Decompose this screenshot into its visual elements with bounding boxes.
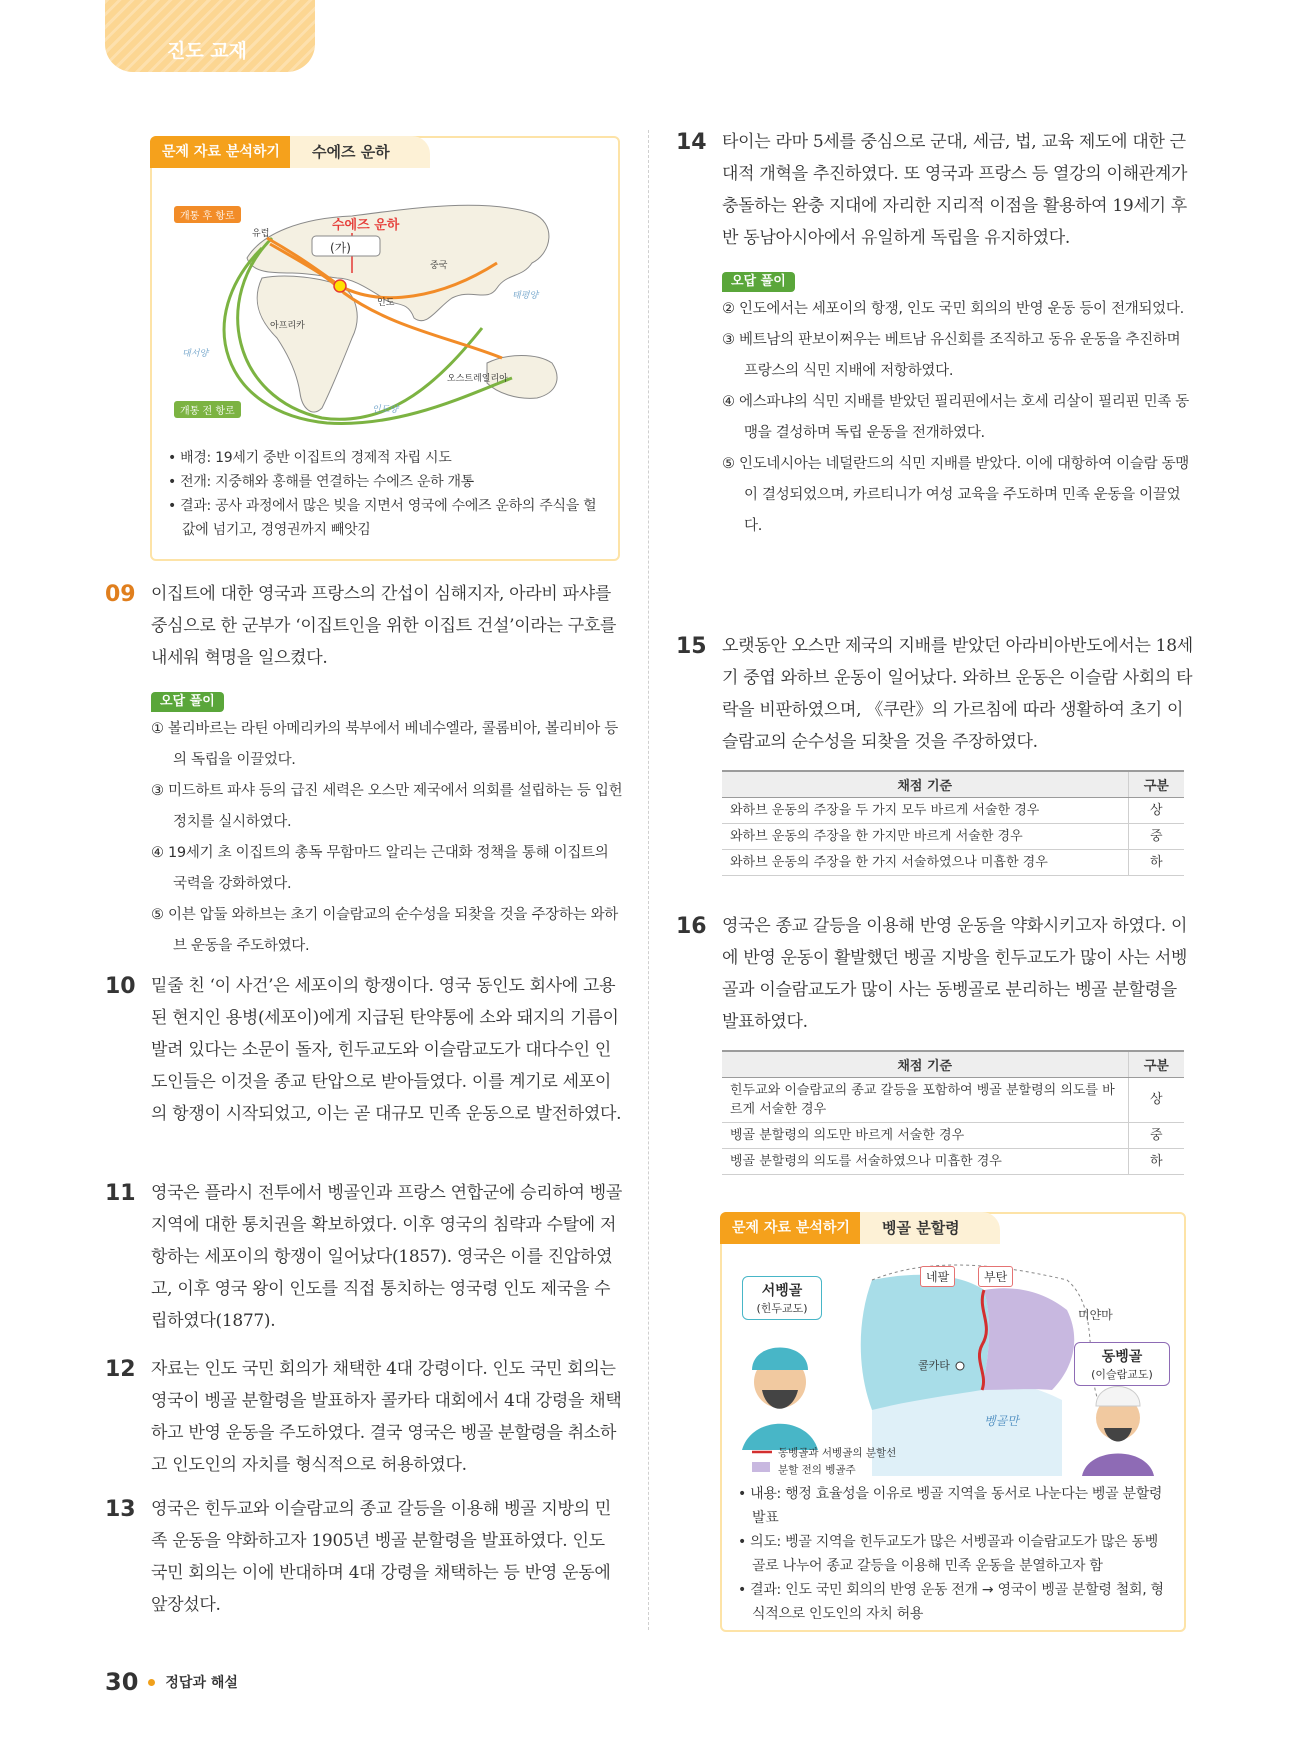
question-number: 11 [105, 1181, 136, 1206]
question-13 [105, 1493, 625, 1621]
map-nepal-label: 네팔 [920, 1266, 955, 1287]
wrong-answer-item: ② 인도에서는 세포이의 항쟁, 인도 국민 회의의 반영 운동 등이 전개되었다. [722, 301, 1184, 317]
footer-title: 정답과 해설 [165, 1675, 238, 1691]
question-number: 16 [676, 914, 707, 939]
answer-text: 자료는 인도 국민 회의가 채택한 4대 강령이다. 인도 국민 회의는 영국이 벵골 분할령을 발표하자 콜카타 대회에서 4대 강령을 채택하고 반영 운동을 주도하였다. 결국 영국은 벵골 분할령을 취소하고 인도인의 자치를 형식적으로 허용하였다. [151, 1359, 622, 1475]
answer-text: 영국은 힌두교와 이슬람교의 종교 갈등을 이용해 벵골 지방의 민족 운동을 약화하고자 1905년 벵골 분할령을 발표하였다. 인도 국민 회의는 이에 반대하며 4대 강령을 채택하는 등 반영 운동에 앞장섰다. [151, 1499, 612, 1615]
bengal-bullet: • 의도: 벵골 지역을 힌두교도가 많은 서벵골과 이슬람교도가 많은 동벵골로 나누어 종교 갈등을 이용해 민족 운동을 분열하고자 함 [738, 1534, 1158, 1574]
question-number: 12 [105, 1357, 136, 1382]
map-suez-label: 수에즈 운하 [332, 218, 400, 233]
answer-text: 영국은 종교 갈등을 이용해 반영 운동을 약화시키고자 하였다. 이에 반영 운동이 활발했던 벵골 지방을 힌두교도가 많이 사는 서벵골과 이슬람교도가 많이 사는 동벵골로 분리하는 벵골 분할령을 발표하였다. [722, 916, 1188, 1032]
map-west-label: 서벵골 (힌두교도) [742, 1276, 822, 1320]
bengal-box-label: 문제 자료 분석하기 [720, 1212, 862, 1244]
map-myanmar-label: 미얀마 [1078, 1308, 1113, 1322]
map-bay-label: 벵골만 [984, 1414, 1019, 1428]
answer-text: 타이는 라마 5세를 중심으로 군대, 세금, 법, 교육 제도에 대한 근대적 개혁을 추진하였다. 또 영국과 프랑스 등 열강의 이해관계가 충돌하는 완충 지대에 자리한 지리적 이점을 활용하여 19세기 후반 동남아시아에서 유일하게 독립을 유지하였다. [722, 132, 1188, 248]
suez-analysis-box [150, 136, 620, 561]
bengal-box-title: 벵골 분할령 [860, 1212, 1000, 1244]
wrong-answer-item: ③ 베트남의 판보이쩌우는 베트남 유신회를 조직하고 동유 운동을 추진하며 프랑스의 식민 지배에 저항하였다. [722, 332, 1181, 379]
table-row: 벵골 분할령의 의도만 바르게 서술한 경우 중 [722, 1122, 1184, 1148]
wrong-answer-list [151, 714, 625, 962]
table-header: 채점 기준 [722, 771, 1128, 797]
map-east-label: 동벵골 (이슬람교도) [1074, 1342, 1170, 1386]
question-16 [676, 910, 1196, 1038]
wrong-answer-item: ④ 19세기 초 이집트의 총독 무함마드 알리는 근대화 정책을 통해 이집트의 국력을 강화하였다. [151, 845, 609, 892]
map-india-label: 인도 [377, 298, 395, 308]
page-footer [105, 1668, 238, 1696]
answer-text: 영국은 플라시 전투에서 벵골인과 프랑스 연합군에 승리하여 벵골 지역에 대한 통치권을 확보하였다. 이후 영국의 침략과 수탈에 저항하는 세포이의 항쟁이 일어났다(1857). 영국은 이를 진압하였고, 이후 영국 왕이 인도를 직접 통치하는 영국령 인도 제국을 수립하였다(1877). [151, 1183, 623, 1331]
map-after-route-label: 개통 후 항로 [174, 206, 241, 223]
suez-bullets [168, 446, 608, 542]
wrong-answer-item: ⑤ 인도네시아는 네덜란드의 식민 지배를 받았다. 이에 대항하여 이슬람 동맹이 결성되었으며, 카르티니가 여성 교육을 주도하며 민족 운동을 이끌었다. [722, 456, 1189, 534]
map-africa-label: 아프리카 [270, 321, 305, 331]
answer-text: 이집트에 대한 영국과 프랑스의 간섭이 심해지자, 아라비 파샤를 중심으로 한 군부가 ‘이집트인을 위한 이집트 건설’이라는 구호를 내세워 혁명을 일으켰다. [151, 584, 617, 668]
header-tab [105, 0, 315, 72]
suez-bullet: • 전개: 지중해와 홍해를 연결하는 수에즈 운하 개통 [168, 474, 474, 490]
wrong-answer-tag: 오답 풀이 [151, 692, 224, 712]
legend-line-label: 동벵골과 서벵골의 분할선 [778, 1447, 897, 1459]
suez-box-label: 문제 자료 분석하기 [150, 136, 292, 168]
map-pacific-label: 태평양 [512, 291, 539, 301]
answer-text: 오랫동안 오스만 제국의 지배를 받았던 아라비아반도에서는 18세기 중엽 와하브 운동이 일어났다. 와하브 운동은 이슬람 사회의 타락을 비판하였으며, 《쿠란》의 가르침에 따라 생활하여 초기 이슬람교의 순수성을 되찾을 것을 주장하였다. [722, 636, 1193, 752]
suez-bullet: • 배경: 19세기 중반 이집트의 경제적 자립 시도 [168, 450, 452, 466]
header-tab-label: 진도 교재 [167, 40, 248, 62]
question-number: 09 [105, 582, 136, 607]
bengal-bullet: • 내용: 행정 효율성을 이유로 벵골 지역을 동서로 나눈다는 벵골 분할령 발표 [738, 1486, 1163, 1526]
footer-dot-icon [148, 1679, 155, 1686]
map-china-label: 중국 [430, 261, 448, 271]
question-09 [105, 578, 625, 962]
page-number: 30 [105, 1668, 139, 1696]
map-australia-label: 오스트레일리아 [447, 374, 508, 384]
table-row: 와하브 운동의 주장을 한 가지 서술하였으나 미흡한 경우 하 [722, 849, 1184, 875]
table-row: 와하브 운동의 주장을 두 가지 모두 바르게 서술한 경우 상 [722, 797, 1184, 823]
question-number: 14 [676, 130, 707, 155]
column-divider [648, 130, 649, 1630]
map-kolkata-label: 콜카타 [918, 1359, 950, 1372]
table-row: 와하브 운동의 주장을 한 가지만 바르게 서술한 경우 중 [722, 823, 1184, 849]
table-header: 구분 [1128, 771, 1184, 797]
suez-point [334, 280, 346, 292]
suez-bullet: • 결과: 공사 과정에서 많은 빚을 지면서 영국에 수에즈 운하의 주식을 헐값에 넘기고, 경영권까지 빼앗김 [168, 498, 597, 538]
suez-box-title: 수에즈 운하 [290, 136, 430, 168]
bengal-bullet: • 결과: 인도 국민 회의의 반영 운동 전개 → 영국이 벵골 분할령 철회, 형식적으로 인도인의 자치 허용 [738, 1582, 1164, 1622]
question-14 [676, 126, 1196, 542]
map-europe-label: 유럽 [252, 229, 270, 239]
question-number: 15 [676, 634, 707, 659]
wrong-answer-list [722, 294, 1196, 542]
question-15 [676, 630, 1196, 758]
question-number: 10 [105, 974, 136, 999]
map-bhutan-label: 부탄 [978, 1266, 1013, 1287]
wrong-answer-tag: 오답 풀이 [722, 272, 795, 292]
legend-area-label: 분할 전의 벵골주 [778, 1464, 856, 1476]
bengal-analysis-box [720, 1212, 1186, 1632]
answer-text: 밑줄 친 ‘이 사건’은 세포이의 항쟁이다. 영국 동인도 회사에 고용된 현지인 용병(세포이)에게 지급된 탄약통에 소와 돼지의 기름이 발려 있다는 소문이 돌자, 힌두교도와 이슬람교도가 대다수인 인도인들은 이것을 종교 탄압으로 받아들였다. 이를 계기로 세포이의 항쟁이 시작되었고, 이는 곧 대규모 민족 운동으로 발전하였다. [151, 976, 622, 1124]
q16-grading-table [722, 1050, 1184, 1175]
map-indian-ocean-label: 인도양 [372, 405, 399, 415]
map-before-route-label: 개통 전 항로 [174, 401, 241, 418]
question-10 [105, 970, 625, 1130]
table-header: 구분 [1128, 1051, 1184, 1077]
q15-grading-table [722, 770, 1184, 876]
question-12 [105, 1353, 625, 1481]
wrong-answer-item: ⑤ 이븐 압둘 와하브는 초기 이슬람교의 순수성을 되찾을 것을 주장하는 와하브 운동을 주도하였다. [151, 907, 618, 954]
west-bengal-area [861, 1275, 989, 1410]
wrong-answer-item: ④ 에스파냐의 식민 지배를 받았던 필리핀에서는 호세 리살이 필리핀 민족 동맹을 결성하며 독립 운동을 전개하였다. [722, 394, 1189, 441]
table-header: 채점 기준 [722, 1051, 1128, 1077]
map-atlantic-label: 대서양 [182, 349, 209, 359]
question-number: 13 [105, 1497, 136, 1522]
map-ga-label: (가) [330, 241, 351, 255]
table-row: 벵골 분할령의 의도를 서술하였으나 미흡한 경우 하 [722, 1148, 1184, 1174]
wrong-answer-item: ① 볼리바르는 라틴 아메리카의 북부에서 베네수엘라, 콜롬비아, 볼리비아 등의 독립을 이끌었다. [151, 721, 618, 768]
bengal-bullets [738, 1482, 1168, 1626]
table-row: 힌두교와 이슬람교의 종교 갈등을 포함하여 벵골 분할령의 의도를 바르게 서술한 경우 상 [722, 1077, 1184, 1122]
wrong-answer-item: ③ 미드하트 파샤 등의 급진 세력은 오스만 제국에서 의회를 설립하는 등 입헌 정치를 실시하였다. [151, 783, 623, 830]
question-11 [105, 1177, 625, 1337]
